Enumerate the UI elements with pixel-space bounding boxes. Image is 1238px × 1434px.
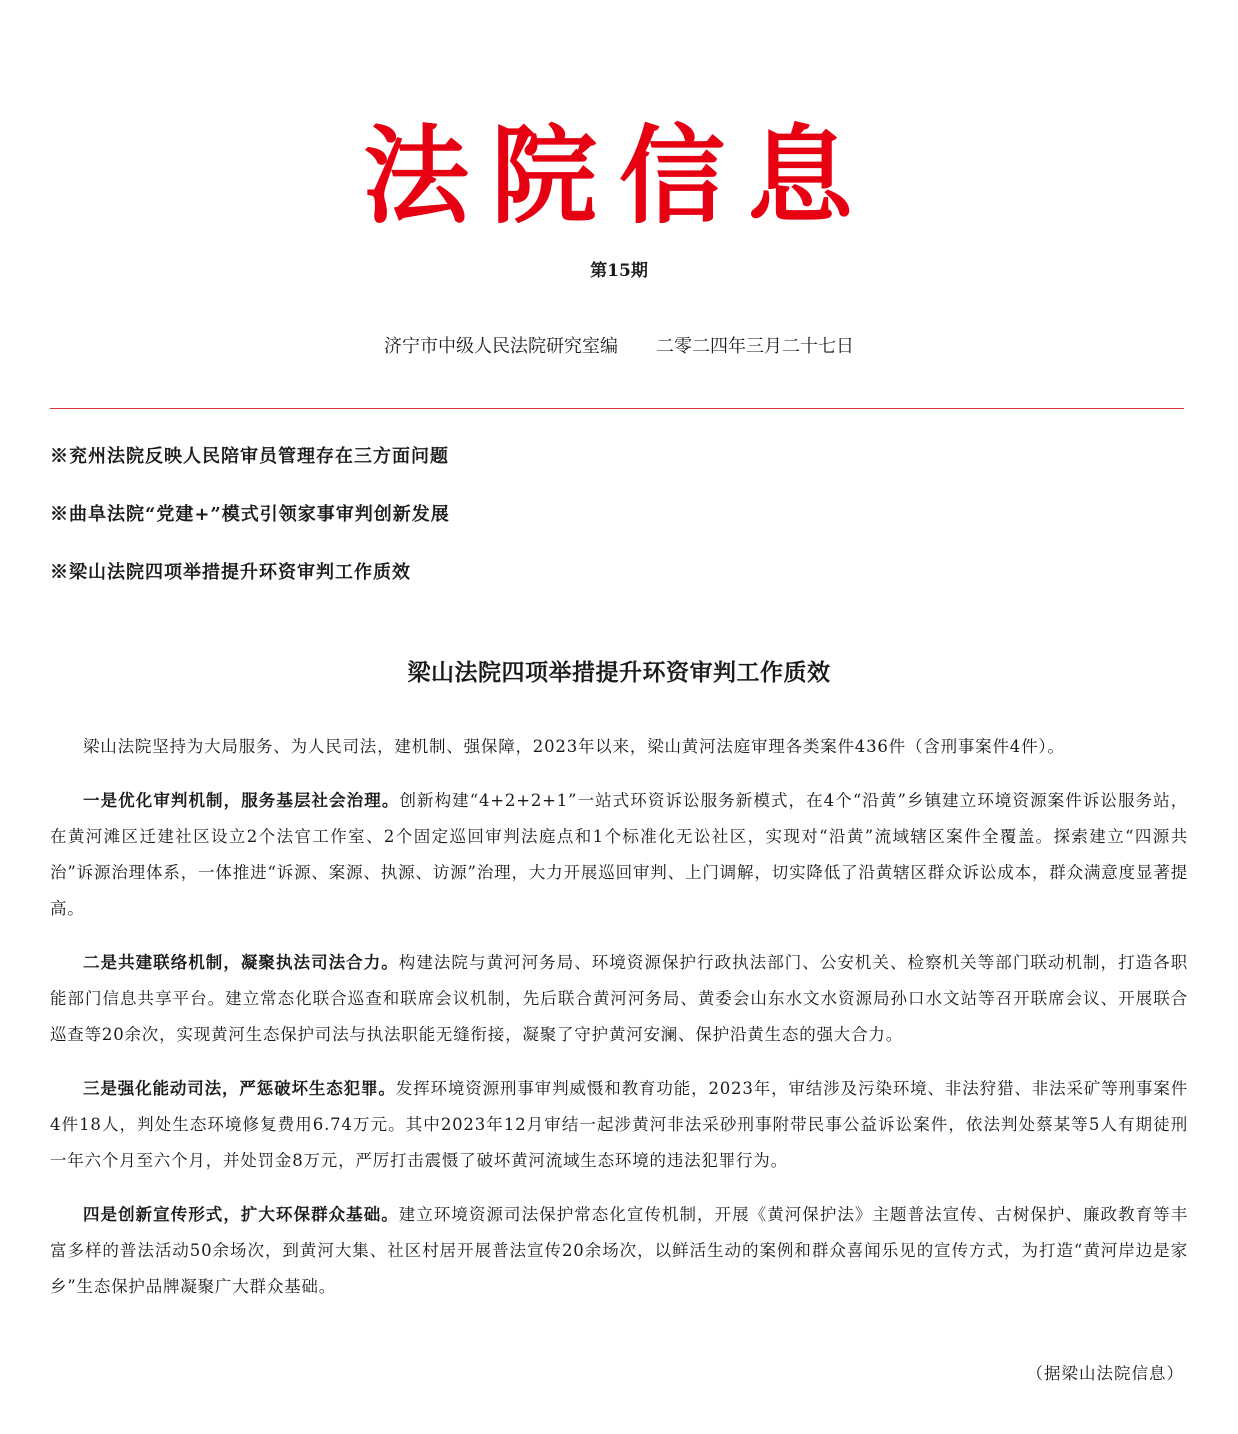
section-text: 发挥环境资源刑事审判威慑和教育功能，2023年，审结涉及污染环境、非法狩猎、非法采矿等刑事案件4件18人，判处生态环境修复费用6.74万元。其中2023年12月审结一起涉黄河非法采砂刑事附带民事公益诉讼案件，依法判处蔡某等5人有期徒刑一年六个月至六个月，并处罚金8万元，严厉打击震慑了破坏黄河流域生态环境的违法犯罪行为。: [50, 1079, 1188, 1170]
issue-number: 第15期: [590, 261, 648, 281]
section-paragraph: [50, 945, 1188, 1053]
table-of-contents: [50, 444, 1184, 618]
section-paragraph: [50, 1071, 1188, 1179]
publish-date: 二零二四年三月二十七日: [656, 336, 854, 357]
article-title: 梁山法院四项举措提升环资审判工作质效: [407, 659, 831, 686]
section-lead: 四是创新宣传形式，扩大环保群众基础。: [83, 1205, 399, 1224]
section-lead: 三是强化能动司法，严惩破坏生态犯罪。: [83, 1079, 396, 1098]
toc-item: ※兖州法院反映人民陪审员管理存在三方面问题: [50, 446, 449, 467]
section-lead: 二是共建联络机制，凝聚执法司法合力。: [83, 953, 399, 972]
masthead-title: 法院信息: [363, 113, 875, 238]
intro-paragraph: 梁山法院坚持为大局服务、为人民司法，建机制、强保障，2023年以来，梁山黄河法庭审理各类案件436件（含刑事案件4件）。: [83, 737, 1065, 756]
section-text: 创新构建“4+2+2+1”一站式环资诉讼服务新模式，在4个“沿黄”乡镇建立环境资源案件诉讼服务站，在黄河滩区迁建社区设立2个法官工作室、2个固定巡回审判法庭点和1个标准化无讼社区，实现对“沿黄”流域辖区案件全覆盖。探索建立“四源共治”诉源治理体系，一体推进“诉源、案源、执源、访源”治理，大力开展巡回审判、上门调解，切实降低了沿黄辖区群众诉讼成本，群众满意度显著提高。: [50, 791, 1189, 918]
editor-org: 济宁市中级人民法院研究室编: [384, 336, 618, 357]
editor-line: [0, 332, 1238, 358]
toc-item: ※曲阜法院“党建+”模式引领家事审判创新发展: [50, 504, 450, 525]
section-paragraph: [50, 783, 1188, 927]
article-source: （据梁山法院信息）: [1026, 1364, 1184, 1383]
toc-item: ※梁山法院四项举措提升环资审判工作质效: [50, 562, 411, 583]
section-text: 构建法院与黄河河务局、环境资源保护行政执法部门、公安机关、检察机关等部门联动机制，打造各职能部门信息共享平台。建立常态化联合巡查和联席会议机制，先后联合黄河河务局、黄委会山东水文水资源局孙口水文站等召开联席会议、开展联合巡查等20余次，实现黄河生态保护司法与执法职能无缝衔接，凝聚了守护黄河安澜、保护沿黄生态的强大合力。: [50, 953, 1189, 1044]
section-text: 建立环境资源司法保护常态化宣传机制，开展《黄河保护法》主题普法宣传、古树保护、廉政教育等丰富多样的普法活动50余场次，到黄河大集、社区村居开展普法宣传20余场次，以鲜活生动的案例和群众喜闻乐见的宣传方式，为打造“黄河岸边是家乡”生态保护品牌凝聚广大群众基础。: [50, 1205, 1189, 1296]
red-divider: [50, 408, 1184, 409]
section-lead: 一是优化审判机制，服务基层社会治理。: [83, 791, 400, 810]
section-paragraph: [50, 1197, 1188, 1305]
article-body: [50, 729, 1188, 1323]
